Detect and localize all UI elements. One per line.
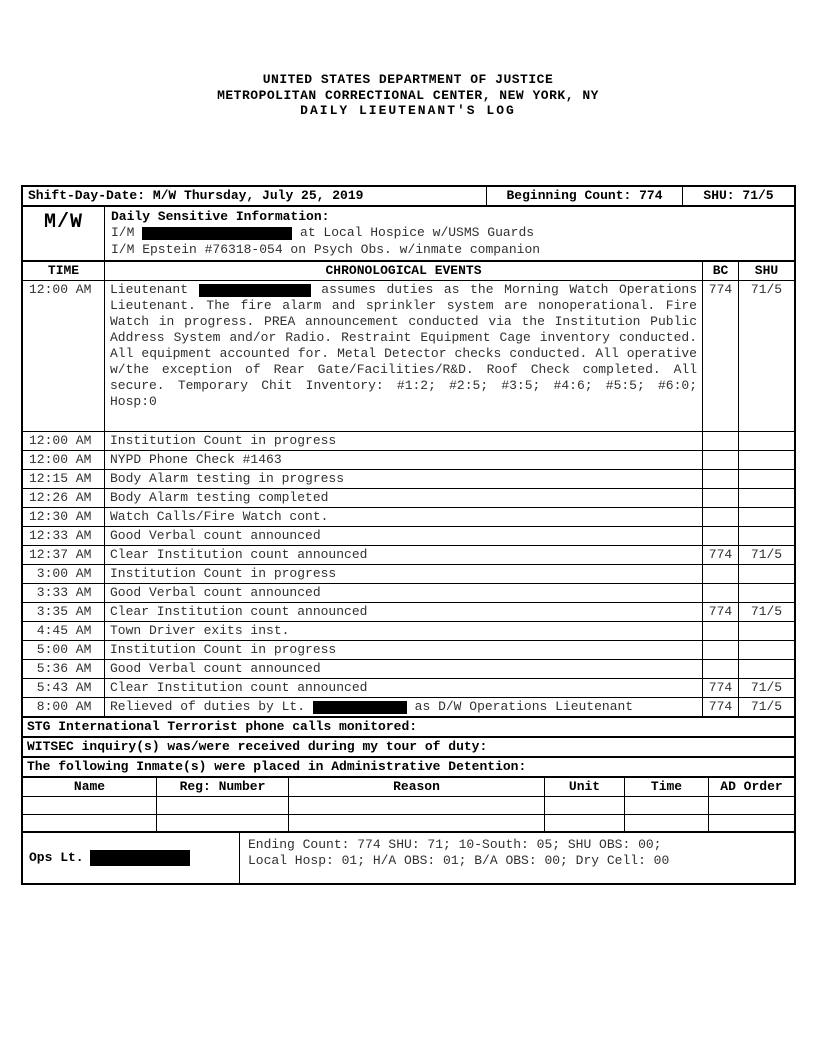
log-entry-row-last: [23, 698, 794, 718]
ad-cell-time: [625, 815, 709, 831]
log-entry-shu: [739, 622, 794, 640]
log-entry-row: [23, 489, 794, 508]
ad-cell-name: [23, 797, 157, 814]
log-entry-row: [23, 508, 794, 527]
log-entry-bc: [703, 489, 739, 507]
log-entry-shu: 71/5: [750, 699, 783, 714]
header-doc-title: DAILY LIEUTENANT'S LOG: [300, 103, 516, 118]
sensitive-info-title: Daily Sensitive Information:: [111, 208, 330, 224]
log-entry-bc: 774: [703, 679, 739, 697]
log-entry-row: [23, 451, 794, 470]
log-entry-prefix: Lieutenant: [110, 282, 189, 297]
log-entry-event: Good Verbal count announced: [105, 660, 703, 678]
log-entry-shu: [739, 508, 794, 526]
log-entry-bc: [703, 660, 739, 678]
ending-count-cell: [240, 833, 794, 883]
ad-cell-unit: [545, 815, 625, 831]
column-header-time: TIME: [23, 262, 105, 280]
ending-count-line-2: Local Hosp: 01; H/A OBS: 01; B/A OBS: 00; Dry Cell: 00: [248, 853, 670, 868]
log-entry-shu: 71/5: [750, 604, 783, 619]
log-entry-bc: [703, 641, 739, 659]
ad-header-ad-order: AD Order: [720, 779, 783, 794]
ad-header-name: Name: [23, 778, 157, 796]
log-entry-row: [23, 660, 794, 679]
log-entry-shu: [739, 451, 794, 469]
log-entry-row: [23, 679, 794, 698]
log-entry-shu: [739, 527, 794, 545]
log-entry-time: 12:33 AM: [23, 527, 105, 545]
beginning-count: Beginning Count: 774: [487, 187, 683, 205]
redaction-bar: [90, 850, 190, 866]
ad-detention-title: The following Inmate(s) were placed in Administrative Detention:: [27, 759, 527, 774]
header-agency: UNITED STATES DEPARTMENT OF JUSTICE: [262, 72, 554, 87]
log-entry-event: [105, 281, 703, 431]
shu-count: SHU: 71/5: [703, 187, 774, 203]
log-entry-bc: 774: [703, 603, 739, 621]
sensitive-info-row: [23, 207, 794, 263]
log-entry-time: 5:00 AM: [23, 641, 105, 659]
document-header: [0, 0, 816, 119]
column-header-events: CHRONOLOGICAL EVENTS: [105, 262, 703, 280]
log-entry-event: Body Alarm testing in progress: [105, 470, 703, 488]
sensitive-info-cell: [105, 207, 794, 261]
log-entry-row: [23, 603, 794, 622]
sensitive-line1-suffix: at Local Hospice w/USMS Guards: [300, 225, 535, 240]
stg-notice: STG International Terrorist phone calls monitored:: [27, 719, 418, 734]
log-entry-event: Institution Count in progress: [105, 641, 703, 659]
log-entry-shu: [739, 470, 794, 488]
log-entry-prefix: Relieved of duties by Lt.: [110, 699, 306, 714]
log-entry-shu: 71/5: [750, 547, 783, 562]
ad-header-unit: Unit: [545, 778, 625, 796]
ad-cell-name: [23, 815, 157, 831]
ad-cell-unit: [545, 797, 625, 814]
shift-info-row: [23, 187, 794, 207]
log-entry-row: [23, 622, 794, 641]
redaction-bar: [142, 227, 292, 240]
ad-header-row: [23, 778, 794, 797]
redaction-bar: [313, 701, 407, 714]
log-entry-event: Body Alarm testing completed: [105, 489, 703, 507]
column-header-bc: BC: [703, 262, 739, 280]
log-entry-row: [23, 527, 794, 546]
log-entry-row: [23, 546, 794, 565]
log-entry-suffix: assumes duties as the Morning Watch Operations Lieutenant. The fire alarm and sprinkler system are nonoperational. Fire Watch in progress. PREA announcement conducted via the Institution Public Address System and/or Radio. Restraint Equipment Cage inventory conducted. All equipment accounted for. Metal Detector checks conducted. All operative w/the exception of Rear Gate/Facilities/R&D. Roof Check completed. All secure. Temporary Chit Inventory: #1:2; #2:5; #3:5; #4:6; #5:5; #6:0; Hosp:0: [110, 282, 697, 409]
ad-cell-reason: [289, 815, 545, 831]
log-entry-time: 12:30 AM: [23, 508, 105, 526]
log-entry-shu: [739, 432, 794, 450]
ad-header-time: Time: [625, 778, 709, 796]
log-entry-event: Good Verbal count announced: [105, 527, 703, 545]
log-entry-event: Clear Institution count announced: [105, 546, 703, 564]
ending-count-line-1: Ending Count: 774 SHU: 71; 10-South: 05; SHU OBS: 00;: [248, 837, 662, 852]
log-entry-time: 12:15 AM: [23, 470, 105, 488]
log-entry-bc: [703, 451, 739, 469]
log-entry-time: 12:26 AM: [23, 489, 105, 507]
log-entry-time: 3:35 AM: [23, 603, 105, 621]
log-entry-shu: [739, 489, 794, 507]
witsec-notice-row: [23, 738, 794, 758]
log-entry-event: [105, 698, 703, 716]
log-entry-shu: [739, 565, 794, 583]
ad-cell-time: [625, 797, 709, 814]
log-header-row: [23, 262, 794, 281]
log-entry-event: Institution Count in progress: [105, 432, 703, 450]
ad-empty-row: [23, 797, 794, 815]
log-entry-bc: [703, 432, 739, 450]
log-entry-event: Good Verbal count announced: [105, 584, 703, 602]
log-entry-time: 12:37 AM: [23, 546, 105, 564]
log-entry-bc: 774: [703, 546, 739, 564]
log-entry-bc: [703, 470, 739, 488]
ad-header-reason: Reason: [289, 778, 545, 796]
log-entry-time: 5:43 AM: [23, 679, 105, 697]
shift-day-date: Shift-Day-Date: M/W Thursday, July 25, 2019: [23, 187, 487, 205]
log-entry-row: [23, 470, 794, 489]
log-entry-time: 8:00 AM: [23, 698, 105, 716]
ad-cell-reason: [289, 797, 545, 814]
log-entry-suffix: as D/W Operations Lieutenant: [414, 699, 634, 714]
sensitive-info-line-1: [111, 225, 788, 242]
log-entry-shu: 71/5: [750, 680, 783, 695]
log-entry-time: 12:00 AM: [23, 281, 105, 431]
shift-code: M/W: [23, 207, 105, 261]
log-entry-event: Town Driver exits inst.: [105, 622, 703, 640]
log-entry-time: 4:45 AM: [23, 622, 105, 640]
header-facility: METROPOLITAN CORRECTIONAL CENTER, NEW YORK, NY: [217, 87, 599, 103]
log-entry-row: [23, 641, 794, 660]
log-entry-shu: [739, 660, 794, 678]
log-entry-event: Watch Calls/Fire Watch cont.: [105, 508, 703, 526]
log-entry-time: 12:00 AM: [23, 432, 105, 450]
ad-header-reg-number: Reg: Number: [157, 778, 289, 796]
log-entry-bc: [703, 584, 739, 602]
stg-notice-row: [23, 718, 794, 738]
log-entry-shu: [739, 641, 794, 659]
ad-empty-row: [23, 815, 794, 833]
footer-row: [23, 833, 794, 883]
sensitive-line1-prefix: I/M: [111, 225, 135, 240]
ad-cell-reg-number: [157, 815, 289, 831]
log-entry-shu: 71/5: [750, 282, 783, 297]
ad-cell-ad-order: [709, 797, 794, 814]
log-entry-event: Clear Institution count announced: [105, 603, 703, 621]
log-entry-bc: [703, 565, 739, 583]
ops-lt-label: Ops Lt.: [29, 850, 84, 865]
ad-cell-reg-number: [157, 797, 289, 814]
log-entry-row: [23, 432, 794, 451]
log-entry-time: 12:00 AM: [23, 451, 105, 469]
log-entry-event: Institution Count in progress: [105, 565, 703, 583]
log-entry-row: [23, 584, 794, 603]
witsec-notice: WITSEC inquiry(s) was/were received during my tour of duty:: [27, 739, 488, 754]
ad-cell-ad-order: [709, 815, 794, 831]
log-entry-bc: [703, 622, 739, 640]
log-entry-time: 3:00 AM: [23, 565, 105, 583]
log-entry-time: 3:33 AM: [23, 584, 105, 602]
log-entry-row-first: [23, 281, 794, 432]
log-entry-bc: 774: [703, 281, 739, 431]
column-header-shu: SHU: [754, 263, 779, 278]
log-entry-time: 5:36 AM: [23, 660, 105, 678]
log-entry-event: Clear Institution count announced: [105, 679, 703, 697]
ops-lieutenant-signature: [23, 833, 240, 883]
log-entry-bc: 774: [703, 698, 739, 716]
redaction-bar: [199, 284, 311, 297]
log-form: [21, 185, 796, 886]
log-entry-bc: [703, 508, 739, 526]
ad-title-row: [23, 758, 794, 778]
sensitive-info-line-2: I/M Epstein #76318-054 on Psych Obs. w/inmate companion: [111, 241, 541, 257]
log-entry-event: NYPD Phone Check #1463: [105, 451, 703, 469]
log-entry-shu: [739, 584, 794, 602]
log-entry-bc: [703, 527, 739, 545]
log-entry-row: [23, 565, 794, 584]
